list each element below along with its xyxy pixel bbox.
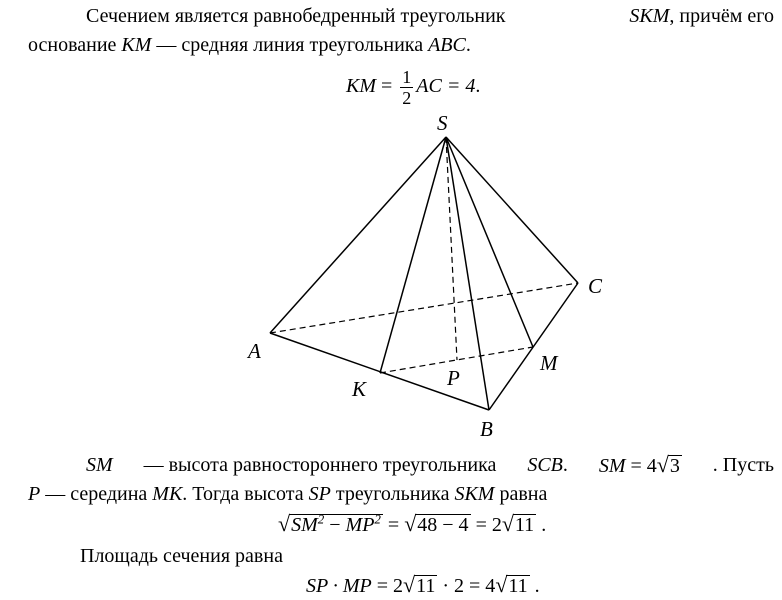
label-k: K (352, 377, 367, 401)
eq3-b: = 2 (371, 575, 404, 597)
p2-math-sp: SP (308, 483, 331, 505)
p2-math-p: P (28, 483, 41, 505)
sqrt-symbol: √ (656, 452, 669, 477)
eq2-exp-1: 2 (317, 511, 325, 527)
eq3-radicand-1: 11 (416, 575, 436, 597)
label-p: P (447, 366, 460, 390)
paragraph-2-line-1 (86, 453, 774, 478)
sqrt-symbol: √ (403, 572, 416, 597)
eq1-rhs: AC = 4 (416, 75, 476, 97)
label-s: S (437, 111, 448, 135)
edge-bc (489, 283, 578, 410)
p2-text-h: . Пусть (712, 454, 774, 476)
eq2-exp-2: 2 (374, 511, 381, 527)
eq3-sp-mp: SP · MP (306, 575, 372, 597)
sqrt-symbol: √ (404, 511, 417, 536)
p2-math-scb: SCB (527, 454, 563, 476)
p1-math-km: KM (121, 34, 152, 56)
eq1-end: . (475, 75, 481, 97)
sqrt-symbol: √ (501, 511, 514, 536)
p1-text-d: основание (28, 34, 117, 56)
p2-text-b: — высота равностороннего треугольника (143, 454, 497, 476)
equation-area (306, 571, 540, 600)
eq1-denominator: 2 (402, 87, 412, 108)
p2-math-4: = 4 (630, 455, 657, 477)
p2-math-skm: SKM (454, 483, 495, 505)
p2-text-d: . (562, 454, 568, 476)
p1-math-abc: ABC (428, 34, 466, 56)
eq2-sm: SM (291, 514, 318, 536)
eq3-d: · 2 = 4 (437, 575, 496, 597)
p2-radicand-3: 3 (669, 455, 680, 477)
paragraph-2-line-2 (28, 482, 547, 506)
eq2-radicand-3: 11 (514, 514, 535, 536)
p2-text-n: треугольника (335, 483, 450, 505)
edge-sm (446, 137, 533, 347)
p1-text-a: Сечением является равнобедренный треугольник (86, 5, 506, 27)
sqrt-symbol: √ (495, 572, 508, 597)
eq2-radicand-2: 48 − 4 (417, 514, 469, 536)
edge-ac-hidden (270, 283, 578, 333)
label-m: M (540, 351, 558, 375)
p1-text-f: — средняя линия треугольника (156, 34, 424, 56)
p1-text-h: . (465, 34, 471, 56)
p2-math-sm-2: SM (598, 455, 626, 477)
edge-sa (270, 137, 446, 333)
p2-text-j: — середина (45, 483, 148, 505)
eq2-minus: − (324, 514, 346, 536)
p1-math-skm: SKM (629, 5, 670, 27)
p1-text-c: , причём его (669, 5, 774, 27)
p3-text: Площадь сечения равна (80, 545, 283, 567)
eq3-radicand-2: 11 (508, 575, 528, 597)
label-a: A (248, 339, 261, 363)
paragraph-3 (80, 544, 283, 568)
eq3-end: . (529, 575, 540, 597)
p2-math-mk: MK (152, 483, 183, 505)
label-c: C (588, 274, 603, 298)
eq2-mp: MP (345, 514, 375, 536)
eq2-eq: = (382, 514, 405, 536)
label-b: B (480, 417, 493, 441)
eq1-eq: = (381, 75, 393, 97)
p2-math-sm: SM (86, 454, 113, 476)
p2-text-l: . Тогда высота (182, 483, 304, 505)
p2-text-p: равна (499, 483, 548, 505)
sqrt-symbol: √ (278, 511, 291, 536)
edge-sk (380, 137, 446, 373)
eq2-res: = 2 (470, 514, 502, 536)
eq1-lhs: KM (346, 75, 376, 97)
eq2-radicand-1 (289, 511, 383, 536)
eq1-numerator: 1 (402, 66, 412, 87)
equation-sp (278, 510, 546, 539)
eq2-end: . (536, 514, 547, 536)
